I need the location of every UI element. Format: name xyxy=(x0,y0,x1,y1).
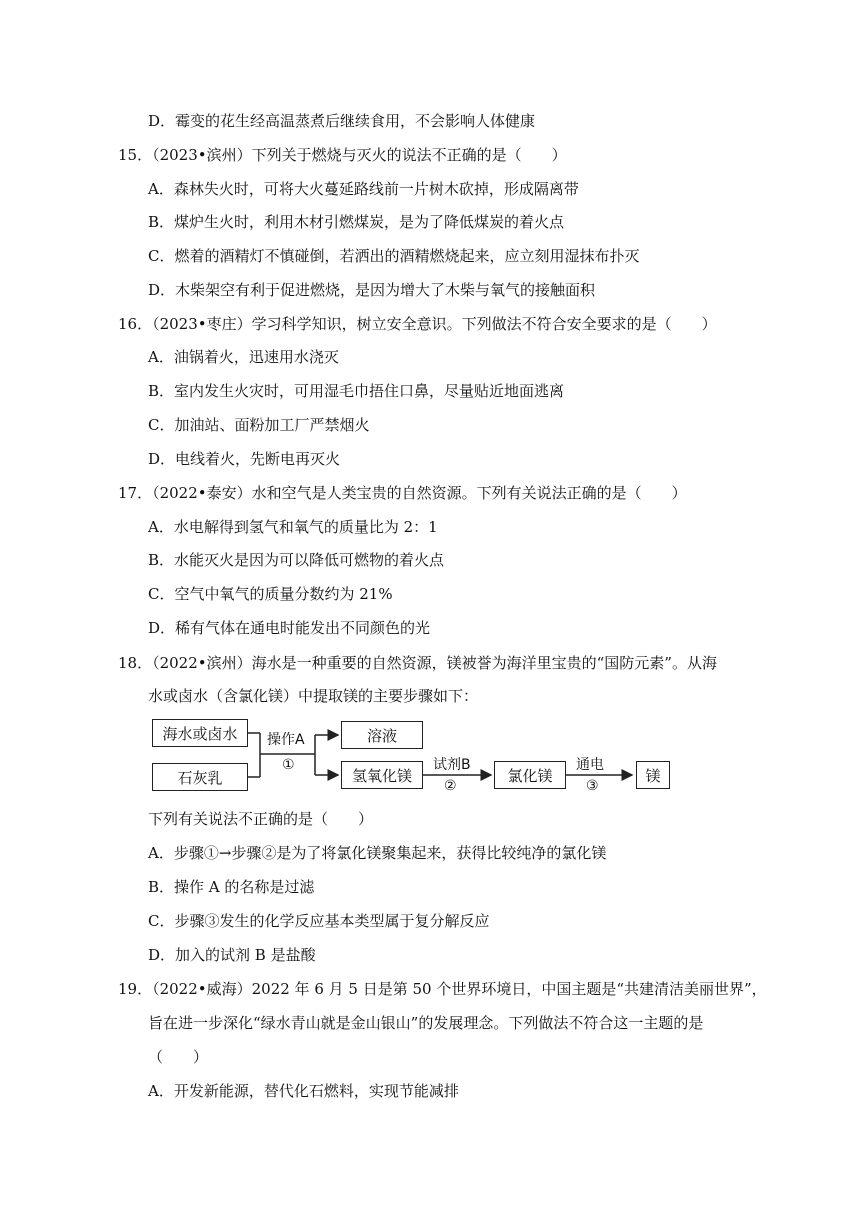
q17-option-c: C．空气中氧气的质量分数约为 21% xyxy=(148,585,393,603)
q14-option-d: D．霉变的花生经高温蒸煮后继续食用，不会影响人体健康 xyxy=(148,112,536,130)
q19-stem: 19．（2022•威海）2022 年 6 月 5 日是第 50 个世界环境日，中国主题是“共建清洁美丽世界”， xyxy=(118,980,767,998)
box-magnesium: 镁 xyxy=(636,761,670,789)
q19-answer-parentheses: （ ） xyxy=(148,1048,209,1066)
q16-option-a: A．油锅着火，迅速用水浇灭 xyxy=(148,348,339,366)
label-operation-a: 操作A xyxy=(267,732,305,748)
q19-stem-continued: 旨在进一步深化“绿水青山就是金山银山”的发展理念。下列做法不符合这一主题的是 xyxy=(148,1014,704,1032)
q18-option-d: D．加入的试剂 B 是盐酸 xyxy=(148,946,316,964)
box-seawater: 海水或卤水 xyxy=(152,719,248,747)
label-reagent-b: 试剂B xyxy=(433,757,471,773)
label-step-3: ③ xyxy=(586,778,599,794)
box-solution: 溶液 xyxy=(341,721,423,749)
q18-question: 下列有关说法不正确的是（ ） xyxy=(148,810,374,828)
q16-option-d: D．电线着火，先断电再灭火 xyxy=(148,450,341,468)
q18-option-a: A．步骤①→步骤②是为了将氯化镁聚集起来，获得比较纯净的氯化镁 xyxy=(148,844,607,862)
q15-option-a: A．森林失火时，可将大火蔓延路线前一片树木砍掉，形成隔离带 xyxy=(148,180,579,198)
q17-option-a: A．水电解得到氢气和氧气的质量比为 2：1 xyxy=(148,518,438,536)
q15-option-b: B．煤炉生火时，利用木材引燃煤炭，是为了降低煤炭的着火点 xyxy=(148,213,565,231)
q18-stem-continued: 水或卤水（含氯化镁）中提取镁的主要步骤如下： xyxy=(148,687,479,705)
q15-option-d: D．木柴架空有利于促进燃烧，是因为增大了木柴与氧气的接触面积 xyxy=(148,281,596,299)
label-electrolysis: 通电 xyxy=(576,757,604,773)
box-magnesium-hydroxide: 氢氧化镁 xyxy=(341,761,423,789)
label-step-2: ② xyxy=(444,778,457,794)
q17-option-b: B．水能灭火是因为可以降低可燃物的着火点 xyxy=(148,551,445,569)
box-lime-milk: 石灰乳 xyxy=(152,763,248,791)
q16-option-c: C．加油站、面粉加工厂严禁烟火 xyxy=(148,416,370,434)
box-magnesium-chloride: 氯化镁 xyxy=(494,761,566,789)
q17-option-d: D．稀有气体在通电时能发出不同颜色的光 xyxy=(148,619,431,637)
q18-option-b: B．操作 A 的名称是过滤 xyxy=(148,878,315,896)
q18-stem: 18．（2022•滨州）海水是一种重要的自然资源，镁被誉为海洋里宝贵的“国防元素”。从海 xyxy=(118,654,717,672)
label-step-1: ① xyxy=(282,757,295,773)
magnesium-extraction-flowchart xyxy=(150,716,690,806)
q16-option-b: B．室内发生火灾时，可用湿毛巾捂住口鼻，尽量贴近地面逃离 xyxy=(148,382,565,400)
q19-option-a: A．开发新能源，替代化石燃料，实现节能减排 xyxy=(148,1082,459,1100)
q16-stem: 16．（2023•枣庄）学习科学知识，树立安全意识。下列做法不符合安全要求的是（ ） xyxy=(118,315,717,333)
q15-stem: 15．（2023•滨州）下列关于燃烧与灭火的说法不正确的是（ ） xyxy=(118,146,567,164)
q18-option-c: C．步骤③发生的化学反应基本类型属于复分解反应 xyxy=(148,912,490,930)
q15-option-c: C．燃着的酒精灯不慎碰倒，若洒出的酒精燃烧起来，应立刻用湿抹布扑灭 xyxy=(148,247,640,265)
q17-stem: 17．（2022•泰安）水和空气是人类宝贵的自然资源。下列有关说法正确的是（ ） xyxy=(118,484,687,502)
